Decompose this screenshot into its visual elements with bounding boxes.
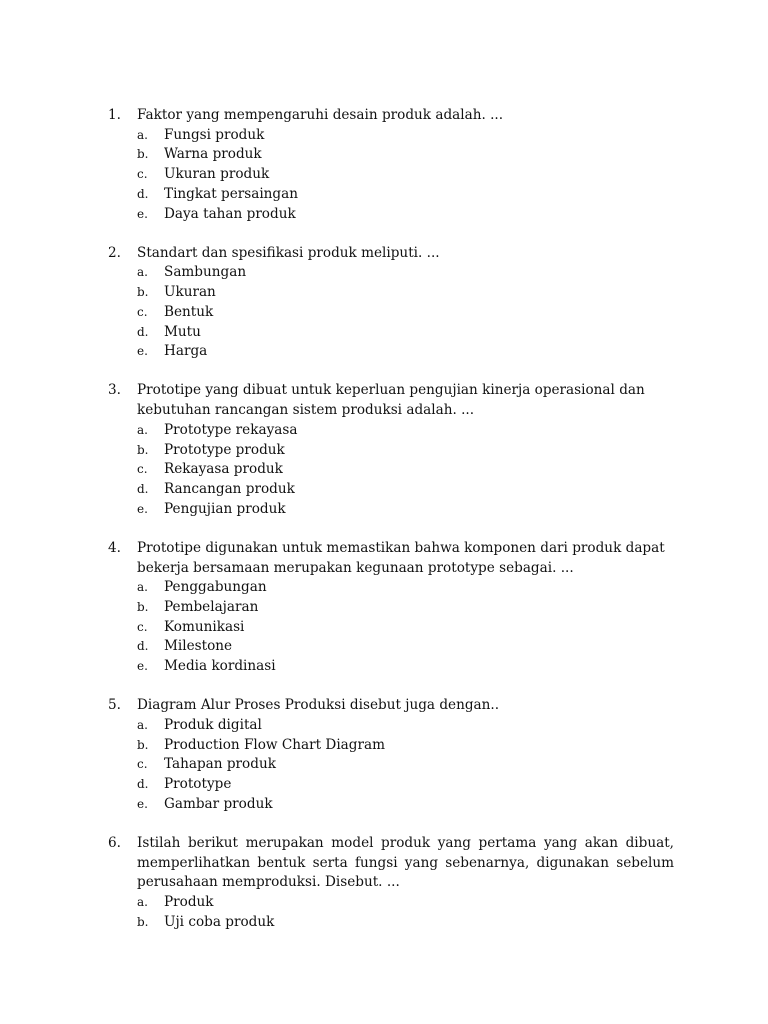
option-letter: b. xyxy=(137,285,149,300)
question-stem xyxy=(108,834,674,893)
question-2 xyxy=(108,244,674,362)
question-6 xyxy=(108,834,674,933)
question-number: 6. xyxy=(108,835,121,851)
question-text: Prototipe yang dibuat untuk keperluan pengujian kinerja operasional dan kebutuhan rancangan sistem produksi adalah. ... xyxy=(137,382,645,419)
option-letter: d. xyxy=(137,777,149,792)
option-text: Sambungan xyxy=(164,264,247,281)
answer-option xyxy=(108,263,674,283)
option-text: Rancangan produk xyxy=(164,480,295,497)
option-letter: d. xyxy=(137,186,149,201)
question-4 xyxy=(108,539,674,677)
answer-options xyxy=(108,126,674,225)
answer-option xyxy=(108,460,674,480)
answer-option xyxy=(108,755,674,775)
option-text: Komunikasi xyxy=(164,618,245,635)
question-number: 1. xyxy=(108,107,121,123)
answer-options xyxy=(108,716,674,815)
question-3 xyxy=(108,381,674,519)
option-letter: c. xyxy=(137,304,148,319)
question-number: 4. xyxy=(108,539,121,556)
option-letter: a. xyxy=(137,422,148,437)
option-letter: e. xyxy=(137,344,148,359)
option-letter: d. xyxy=(137,481,149,496)
question-number: 2. xyxy=(108,244,121,261)
answer-option xyxy=(108,637,674,657)
option-text: Produk xyxy=(164,894,214,911)
question-stem xyxy=(108,106,674,126)
question-5 xyxy=(108,696,674,814)
question-stem xyxy=(108,539,674,578)
option-letter: e. xyxy=(137,796,148,811)
answer-option xyxy=(108,716,674,736)
option-letter: b. xyxy=(137,737,149,752)
option-letter: a. xyxy=(137,717,148,732)
option-letter: c. xyxy=(137,757,148,772)
option-letter: a. xyxy=(137,580,148,595)
question-stem xyxy=(108,696,674,716)
answer-option xyxy=(108,913,674,933)
option-letter: c. xyxy=(137,167,148,182)
answer-options xyxy=(108,893,674,932)
question-text: Faktor yang mempengaruhi desain produk adalah. ... xyxy=(137,107,504,123)
question-list xyxy=(108,106,674,952)
answer-option xyxy=(108,736,674,756)
option-letter: c. xyxy=(137,462,148,477)
question-text: Diagram Alur Proses Produksi disebut juga dengan.. xyxy=(137,697,500,714)
option-letter: b. xyxy=(137,147,149,162)
option-letter: a. xyxy=(137,127,148,142)
option-text: Rekayasa produk xyxy=(164,461,283,478)
option-letter: b. xyxy=(137,914,149,929)
option-text: Prototype rekayasa xyxy=(164,421,298,438)
answer-option xyxy=(108,618,674,638)
option-text: Daya tahan produk xyxy=(164,205,296,222)
option-letter: c. xyxy=(137,619,148,634)
answer-option xyxy=(108,165,674,185)
answer-option xyxy=(108,205,674,225)
option-text: Ukuran produk xyxy=(164,166,270,183)
question-stem xyxy=(108,244,674,264)
option-text: Prototype xyxy=(164,776,232,793)
answer-option xyxy=(108,126,674,146)
option-text: Warna produk xyxy=(164,146,262,163)
option-text: Tahapan produk xyxy=(164,756,276,773)
answer-option xyxy=(108,480,674,500)
option-text: Ukuran xyxy=(164,284,216,301)
option-letter: d. xyxy=(137,639,149,654)
question-text: Istilah berikut merupakan model produk yang pertama yang akan dibuat, memperlihatkan bentuk serta fungsi yang sebenarnya, digunakan sebelum perusahaan memproduksi. Disebut. ... xyxy=(137,835,674,891)
answer-option xyxy=(108,775,674,795)
question-text: Prototipe digunakan untuk memastikan bahwa komponen dari produk dapat bekerja bersamaan merupakan kegunaan prototype sebagai. ... xyxy=(137,539,665,576)
answer-option xyxy=(108,598,674,618)
answer-option xyxy=(108,342,674,362)
option-text: Pengujian produk xyxy=(164,500,286,517)
option-letter: e. xyxy=(137,206,148,221)
answer-option xyxy=(108,323,674,343)
option-letter: d. xyxy=(137,324,149,339)
option-text: Produk digital xyxy=(164,716,262,733)
question-number: 5. xyxy=(108,697,121,714)
option-text: Milestone xyxy=(164,638,233,655)
option-letter: e. xyxy=(137,501,148,516)
option-letter: b. xyxy=(137,599,149,614)
answer-option xyxy=(108,441,674,461)
option-text: Gambar produk xyxy=(164,795,273,812)
answer-option xyxy=(108,657,674,677)
answer-option xyxy=(108,421,674,441)
option-text: Media kordinasi xyxy=(164,658,276,675)
answer-option xyxy=(108,578,674,598)
question-1 xyxy=(108,106,674,224)
option-text: Tingkat persaingan xyxy=(164,185,298,202)
answer-options xyxy=(108,421,674,520)
answer-options xyxy=(108,578,674,677)
option-text: Bentuk xyxy=(164,303,214,320)
option-text: Production Flow Chart Diagram xyxy=(164,736,385,753)
option-text: Harga xyxy=(164,343,208,360)
answer-options xyxy=(108,263,674,362)
option-text: Prototype produk xyxy=(164,441,285,458)
option-text: Uji coba produk xyxy=(164,913,275,930)
answer-option xyxy=(108,145,674,165)
option-letter: e. xyxy=(137,659,148,674)
option-text: Pembelajaran xyxy=(164,598,259,615)
answer-option xyxy=(108,303,674,323)
question-number: 3. xyxy=(108,382,121,399)
option-text: Penggabungan xyxy=(164,579,267,596)
answer-option xyxy=(108,185,674,205)
option-letter: a. xyxy=(137,895,148,910)
option-text: Fungsi produk xyxy=(164,126,265,143)
answer-option xyxy=(108,893,674,913)
answer-option xyxy=(108,795,674,815)
option-letter: b. xyxy=(137,442,149,457)
question-stem xyxy=(108,381,674,420)
answer-option xyxy=(108,500,674,520)
question-text: Standart dan spesifikasi produk meliputi. ... xyxy=(137,244,440,261)
option-text: Mutu xyxy=(164,323,201,340)
option-letter: a. xyxy=(137,265,148,280)
answer-option xyxy=(108,283,674,303)
